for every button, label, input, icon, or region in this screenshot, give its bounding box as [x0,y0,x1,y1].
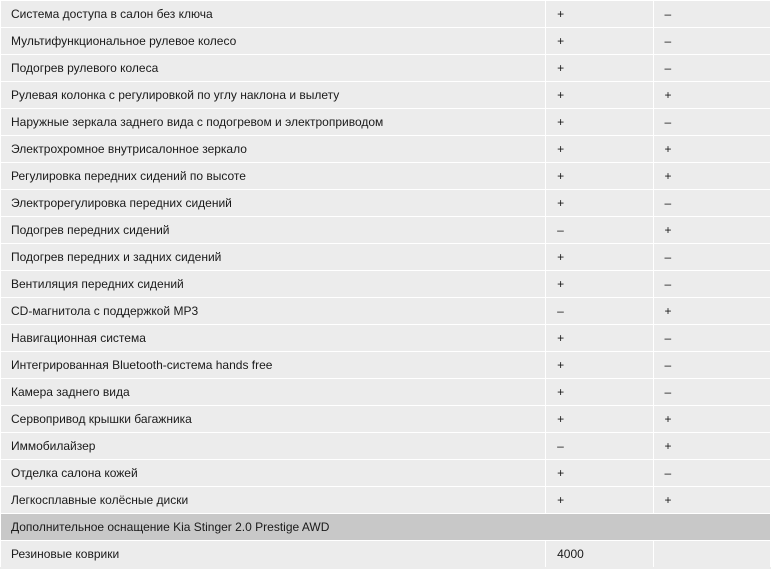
trim-b-cell [653,541,770,568]
table-row [1,271,771,298]
table-row [1,217,771,244]
trim-a-cell: + [546,55,653,82]
trim-a-cell: + [546,82,653,109]
feature-cell: Сервопривод крышки багажника [1,406,546,433]
trim-b-cell: – [653,460,770,487]
section-title: Дополнительное оснащение Kia Stinger 2.0 Prestige AWD [1,514,771,541]
trim-a-cell: – [546,298,653,325]
trim-a-cell: + [546,460,653,487]
trim-b-cell: – [653,325,770,352]
trim-a-cell: + [546,352,653,379]
trim-a-cell: + [546,136,653,163]
table-row [1,379,771,406]
table-row [1,136,771,163]
feature-cell: Электрорегулировка передних сидений [1,190,546,217]
table-row [1,82,771,109]
table-row [1,352,771,379]
feature-cell: Интегрированная Bluetooth-система hands free [1,352,546,379]
table-row [1,487,771,514]
feature-cell: Камера заднего вида [1,379,546,406]
trim-b-cell: + [653,433,770,460]
trim-b-cell: – [653,55,770,82]
table-row [1,298,771,325]
trim-b-cell: – [653,352,770,379]
trim-b-cell: – [653,1,770,28]
feature-cell: Иммобилайзер [1,433,546,460]
table-row [1,1,771,28]
table-row [1,28,771,55]
table-row [1,406,771,433]
trim-a-cell: + [546,487,653,514]
feature-cell: Легкосплавные колёсные диски [1,487,546,514]
table-row [1,541,771,568]
trim-b-cell: – [653,271,770,298]
trim-a-cell: + [546,28,653,55]
trim-b-cell: – [653,190,770,217]
section-header-row [1,514,771,541]
table-row [1,325,771,352]
feature-cell: Регулировка передних сидений по высоте [1,163,546,190]
feature-cell: Резиновые коврики [1,541,546,568]
trim-a-cell: + [546,325,653,352]
feature-cell: Подогрев рулевого колеса [1,55,546,82]
table-row [1,433,771,460]
equipment-table-body [1,1,771,568]
trim-a-cell: 4000 [546,541,653,568]
table-row [1,55,771,82]
table-row [1,163,771,190]
trim-b-cell: + [653,406,770,433]
trim-a-cell: + [546,271,653,298]
table-row [1,190,771,217]
feature-cell: Наружные зеркала заднего вида с подогревом и электроприводом [1,109,546,136]
trim-a-cell: + [546,244,653,271]
feature-cell: Навигационная система [1,325,546,352]
feature-cell: Мультифункциональное рулевое колесо [1,28,546,55]
table-row [1,244,771,271]
trim-b-cell: + [653,487,770,514]
feature-cell: Система доступа в салон без ключа [1,1,546,28]
trim-b-cell: – [653,244,770,271]
trim-a-cell: + [546,1,653,28]
feature-cell: Подогрев передних и задних сидений [1,244,546,271]
trim-a-cell: + [546,163,653,190]
feature-cell: Рулевая колонка с регулировкой по углу наклона и вылету [1,82,546,109]
trim-b-cell: + [653,163,770,190]
trim-a-cell: – [546,217,653,244]
trim-b-cell: – [653,109,770,136]
trim-a-cell: + [546,379,653,406]
feature-cell: Отделка салона кожей [1,460,546,487]
trim-a-cell: + [546,406,653,433]
trim-b-cell: + [653,136,770,163]
feature-cell: Подогрев передних сидений [1,217,546,244]
table-row [1,109,771,136]
table-row [1,460,771,487]
trim-a-cell: + [546,109,653,136]
feature-cell: Вентиляция передних сидений [1,271,546,298]
trim-b-cell: + [653,298,770,325]
trim-b-cell: – [653,28,770,55]
trim-a-cell: + [546,190,653,217]
feature-cell: Электрохромное внутрисалонное зеркало [1,136,546,163]
trim-b-cell: + [653,82,770,109]
trim-b-cell: – [653,379,770,406]
feature-cell: CD-магнитола с поддержкой MP3 [1,298,546,325]
trim-a-cell: – [546,433,653,460]
trim-b-cell: + [653,217,770,244]
